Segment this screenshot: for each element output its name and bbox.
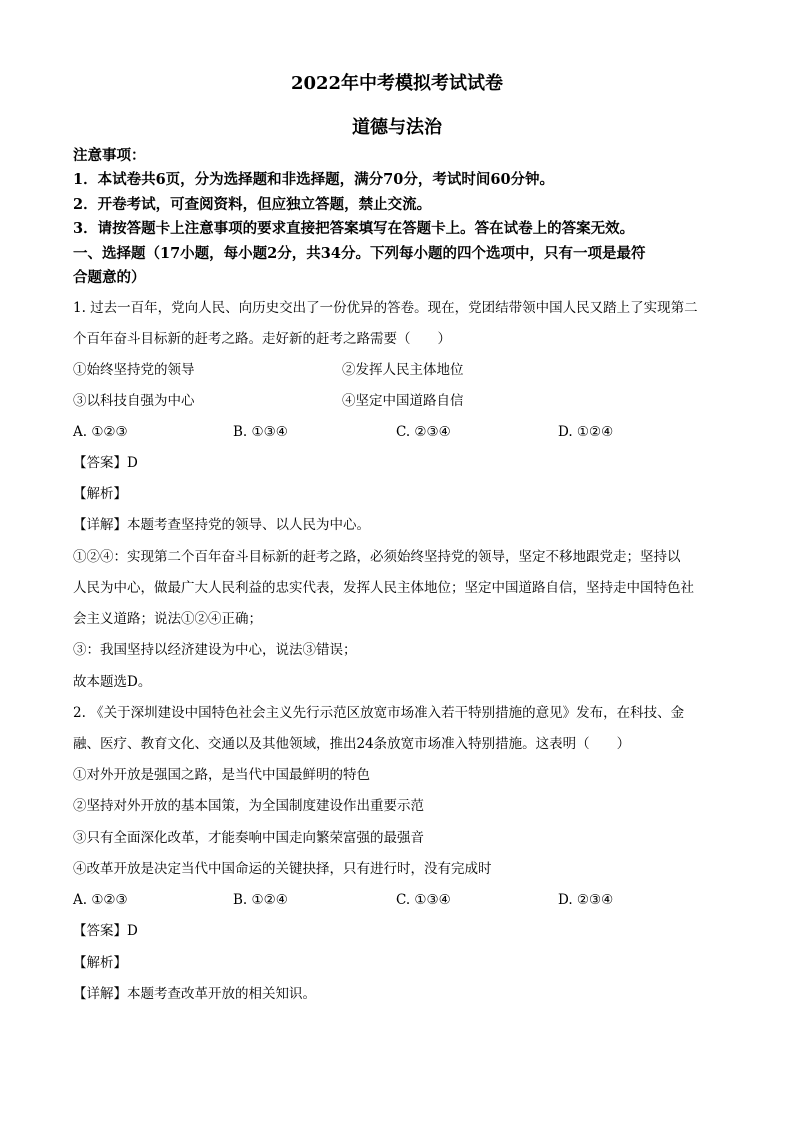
q2-detail	[73, 984, 316, 1004]
q2-stem-line2: 融、医疗、教育文化、交通以及其他领域，推出24条放宽市场准入特别措施。这表明（ ）	[73, 736, 631, 752]
answer-value: D	[127, 923, 138, 939]
q1-answer	[73, 453, 138, 473]
q2-statement-1: ①对外开放是强国之路，是当代中国最鲜明的特色	[73, 767, 370, 783]
q2-statement-4: ④改革开放是决定当代中国命运的关键抉择，只有进行时，没有完成时	[73, 861, 492, 877]
q1-explanation-line5: 故本题选D。	[73, 674, 152, 690]
answer-tag: 【答案】	[73, 923, 127, 939]
q1-statement-4: ④坚定中国道路自信	[342, 393, 464, 409]
notice-item-1: 1．本试卷共6页，分为选择题和非选择题，满分70分，考试时间60分钟。	[73, 171, 555, 188]
answer-tag: 【答案】	[73, 455, 127, 471]
notice-heading: 注意事项：	[73, 147, 146, 164]
q2-option-c: C. ①③④	[396, 892, 451, 908]
exam-title: 2022年中考模拟考试试卷	[290, 73, 504, 94]
q1-detail	[73, 515, 370, 535]
q1-statement-1: ①始终坚持党的领导	[73, 362, 195, 378]
detail-text: 本题考查坚持党的领导、以人民为中心。	[127, 517, 370, 533]
q1-option-b: B. ①③④	[233, 424, 288, 440]
q2-option-b: B. ①②④	[233, 892, 288, 908]
q2-answer	[73, 921, 138, 941]
q1-stem-line1: 1. 过去一百年，党向人民、向历史交出了一份优异的答卷。现在，党团结带领中国人民又踏上了实现第二	[73, 300, 698, 316]
answer-value: D	[127, 455, 138, 471]
notice-item-2: 2．开卷考试，可查阅资料，但应独立答题，禁止交流。	[73, 196, 432, 213]
q1-statement-2: ②发挥人民主体地位	[342, 362, 464, 378]
notice-item-3: 3．请按答题卡上注意事项的要求直接把答案填写在答题卡上。答在试卷上的答案无效。	[73, 220, 635, 237]
q1-explanation-line2: 人民为中心，做最广大人民利益的忠实代表，发挥人民主体地位；坚定中国道路自信，坚持走中国特色社	[73, 580, 694, 596]
q1-analysis-tag: 【解析】	[73, 486, 127, 502]
q1-option-d: D. ①②④	[558, 424, 614, 440]
q2-option-d: D. ②③④	[558, 892, 614, 908]
q1-option-a: A. ①②③	[73, 424, 128, 440]
q1-explanation-line4: ③：我国坚持以经济建设为中心，说法③错误；	[73, 642, 357, 658]
q1-statement-3: ③以科技自强为中心	[73, 393, 195, 409]
detail-text: 本题考查改革开放的相关知识。	[127, 986, 316, 1002]
q2-analysis-tag: 【解析】	[73, 955, 127, 971]
q2-option-a: A. ①②③	[73, 892, 128, 908]
q1-stem-line2: 个百年奋斗目标新的赶考之路。走好新的赶考之路需要（ ）	[73, 331, 451, 347]
q2-stem-line1: 2. 《关于深圳建设中国特色社会主义先行示范区放宽市场准入若干特别措施的意见》发布，在科技、金	[73, 705, 685, 721]
detail-tag: 【详解】	[73, 517, 127, 533]
q1-option-c: C. ②③④	[396, 424, 451, 440]
section-heading-line1: 一、选择题（17小题，每小题2分，共34分。下列每小题的四个选项中，只有一项是最符	[73, 245, 646, 262]
q2-statement-3: ③只有全面深化改革，才能奏响中国走向繁荣富强的最强音	[73, 830, 424, 846]
detail-tag: 【详解】	[73, 986, 127, 1002]
q1-explanation-line3: 会主义道路；说法①②④正确；	[73, 611, 262, 627]
q2-statement-2: ②坚持对外开放的基本国策，为全国制度建设作出重要示范	[73, 798, 424, 814]
q1-explanation-line1: ①②④：实现第二个百年奋斗目标新的赶考之路，必须始终坚持党的领导，坚定不移地跟党走；坚持以	[73, 549, 681, 565]
subject-title: 道德与法治	[352, 117, 442, 138]
section-heading-line2: 合题意的）	[73, 269, 146, 286]
